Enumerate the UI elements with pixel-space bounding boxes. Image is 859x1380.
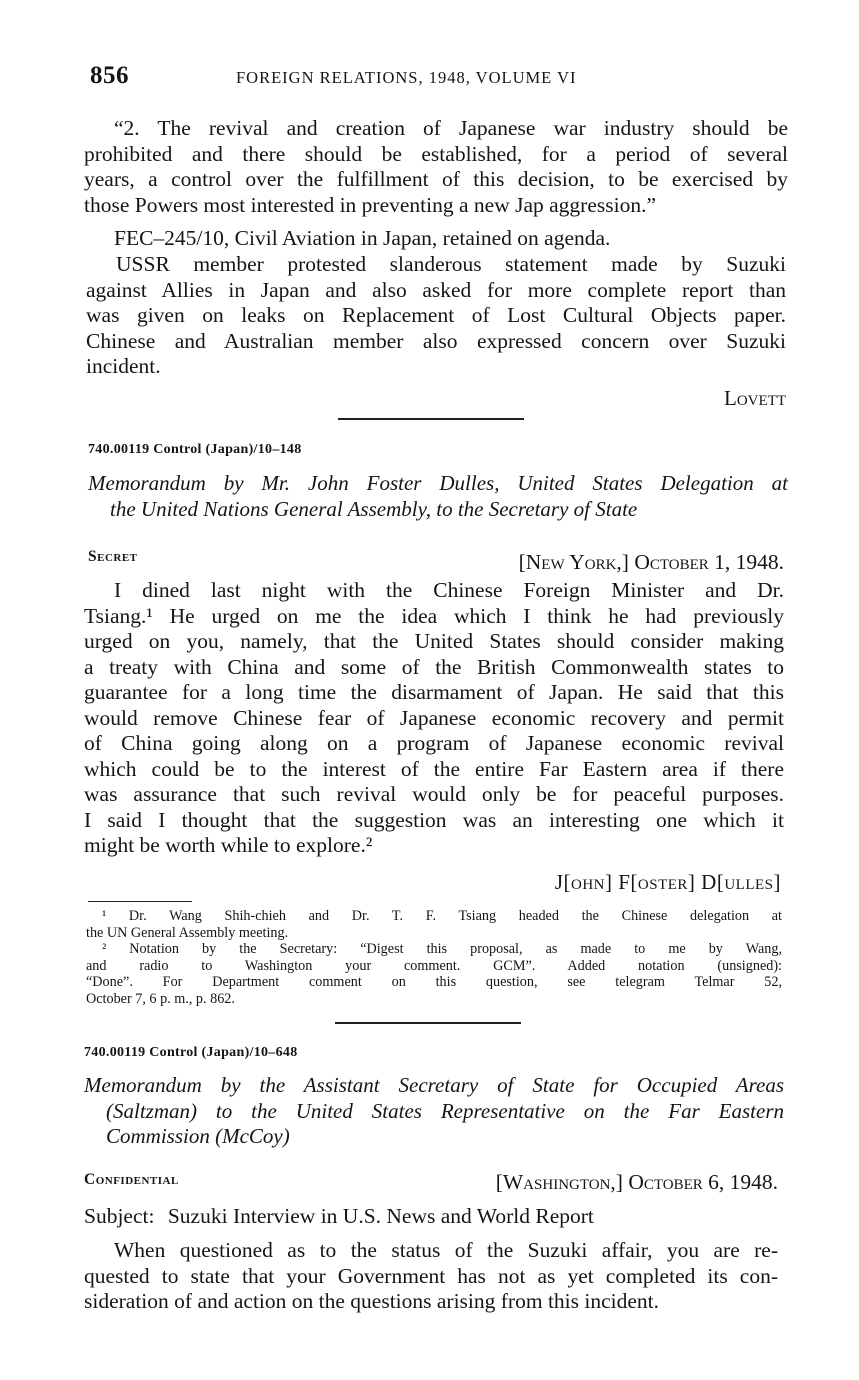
signature-lovett: Lovett <box>724 386 786 410</box>
footnote-line: the UN General Assembly meeting. <box>86 924 289 941</box>
text-line: was given on leaks on Replacement of Lost Cultural Objects paper. <box>86 303 786 327</box>
text-line: those Powers most interested in preventing a new Jap aggression.” <box>84 192 657 217</box>
subject-text: Suzuki Interview in U.S. News and World Report <box>167 1204 594 1228</box>
text-line: of China going along on a program of Japanese economic revival <box>84 731 784 755</box>
fec-agenda-line: FEC–245/10, Civil Aviation in Japan, retained on agenda. <box>114 226 611 250</box>
text-line: I dined last night with the Chinese Foreign Minister and Dr. <box>114 578 784 602</box>
title-line: Commission (McCoy) <box>106 1124 290 1148</box>
doc1-classification: Secret <box>88 548 138 565</box>
footnote-line: and radio to Washington your comment. GCM”. Added notation (unsigned): <box>86 957 782 974</box>
text-line: urged on you, namely, that the United States should consider making <box>84 629 784 653</box>
footnote-line: ¹ Dr. Wang Shih-chieh and Dr. T. F. Tsiang headed the Chinese delegation at <box>102 908 782 924</box>
doc1-footnotes <box>86 908 782 1007</box>
doc1-body <box>84 578 784 859</box>
text-line: sideration of and action on the questions arising from this incident. <box>84 1289 660 1313</box>
text-line: guarantee for a long time the disarmament of Japan. He said that this <box>84 680 784 704</box>
doc2-subject <box>84 1204 594 1229</box>
doc1-title <box>88 471 788 522</box>
text-line: would remove Chinese fear of Japanese economic recovery and permit <box>84 705 784 730</box>
footnote-line: ² Notation by the Secretary: “Digest this proposal, as made to me by Wang, <box>102 941 782 957</box>
text-line: USSR member protested slanderous statement made by Suzuki <box>116 252 786 276</box>
doc2-title <box>84 1073 784 1150</box>
page-number: 856 <box>90 62 129 89</box>
section-divider <box>335 1022 521 1024</box>
footnote-line: “Done”. For Department comment on this question, see telegram Telmar 52, <box>86 974 782 990</box>
quote-paragraph <box>84 116 788 218</box>
text-line: was assurance that such revival would only be for peaceful purposes. <box>84 782 784 806</box>
text-line: Chinese and Australian member also expressed concern over Suzuki <box>86 328 786 353</box>
footnote-rule <box>88 901 192 902</box>
subject-label: Subject: <box>84 1204 155 1228</box>
footnote-line: October 7, 6 p. m., p. 862. <box>86 990 235 1007</box>
doc2-place-date: [Washington,] October 6, 1948. <box>495 1170 778 1194</box>
text-line: might be worth while to explore.² <box>84 833 373 857</box>
doc2-file-number: 740.00119 Control (Japan)/10–648 <box>84 1045 298 1060</box>
doc1-file-number: 740.00119 Control (Japan)/10–148 <box>88 442 302 457</box>
doc1-place-date: [New York,] October 1, 1948. <box>518 550 784 574</box>
ussr-paragraph <box>86 252 786 380</box>
text-line: years, a control over the fulfillment of this decision, to be exercised by <box>84 167 788 191</box>
running-title: FOREIGN RELATIONS, 1948, VOLUME VI <box>236 68 577 87</box>
title-line: Memorandum by the Assistant Secretary of State for Occupied Areas <box>84 1073 784 1097</box>
text-line: When questioned as to the status of the Suzuki affair, you are re- <box>114 1238 778 1262</box>
text-line: prohibited and there should be established, for a period of several <box>84 141 788 166</box>
text-line: Tsiang.¹ He urged on me the idea which I think he had previously <box>84 603 784 628</box>
text-line: I said I thought that the suggestion was an interesting one which it <box>84 807 784 832</box>
doc2-classification: Confidential <box>84 1171 179 1188</box>
title-line: the United Nations General Assembly, to the Secretary of State <box>110 496 638 521</box>
doc2-body <box>84 1238 778 1315</box>
section-divider <box>338 418 524 420</box>
title-line: Memorandum by Mr. John Foster Dulles, United States Delegation at <box>88 471 788 495</box>
text-line: a treaty with China and some of the British Commonwealth states to <box>84 654 784 679</box>
text-line: against Allies in Japan and also asked for more complete report than <box>86 277 786 302</box>
text-line: “2. The revival and creation of Japanese war industry should be <box>114 116 788 140</box>
doc1-signature: J[ohn] F[oster] D[ulles] <box>554 870 781 894</box>
text-line: incident. <box>86 354 161 378</box>
title-line: (Saltzman) to the United States Representative on the Far Eastern <box>106 1098 784 1123</box>
text-line: quested to state that your Government has not as yet completed its con- <box>84 1263 778 1288</box>
text-line: which could be to the interest of the entire Far Eastern area if there <box>84 756 784 781</box>
